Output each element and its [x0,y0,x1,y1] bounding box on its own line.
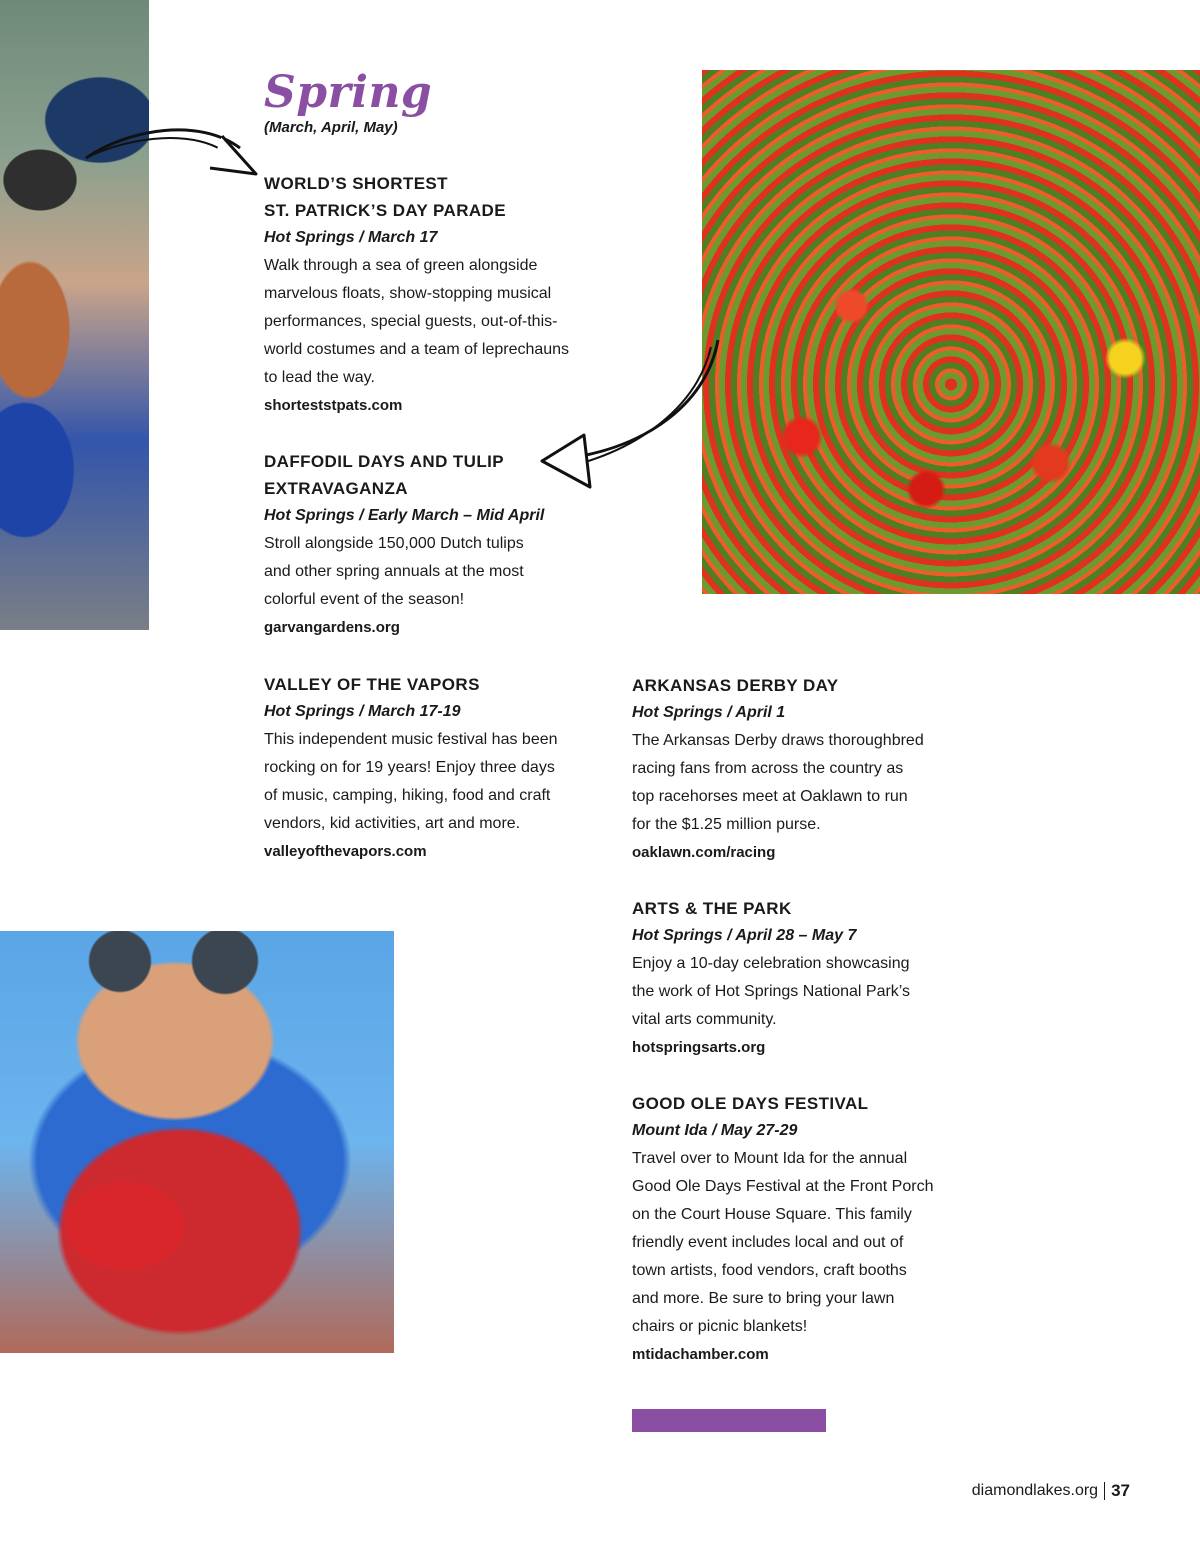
footer-divider [1104,1482,1105,1500]
event-title-line: ST. PATRICK’S DAY PARADE [264,201,506,220]
page-number: 37 [1111,1481,1130,1500]
event-goodole [632,1090,1002,1368]
child-binoculars-photo [0,931,394,1353]
event-description: Travel over to Mount Ida for the annual Good Ole Days Festival at the Front Porch on the Court House Square. This family friendly event includes local and out of town artists, food vendors, craft booths and more. Be sure to bring your lawn chairs or picnic blankets! [632,1150,934,1335]
event-website-link[interactable]: garvangardens.org [264,619,400,636]
event-vapors [264,671,614,865]
event-title: ARTS & THE PARK [632,899,792,918]
event-arts [632,895,992,1061]
event-title [264,448,644,502]
season-months: (March, April, May) [264,119,398,136]
event-website-link[interactable]: oaklawn.com/racing [632,844,776,861]
accent-bar [632,1409,826,1432]
event-description: This independent music festival has been rocking on for 19 years! Enjoy three days of music, camping, hiking, food and craft vendors, kid activities, art and more. [264,731,558,832]
event-location-date: Hot Springs / March 17-19 [264,703,461,720]
event-website-link[interactable]: mtidachamber.com [632,1346,769,1363]
event-location-date: Hot Springs / April 28 – May 7 [632,927,857,944]
event-description: The Arkansas Derby draws thoroughbred racing fans from across the country as top racehorses meet at Oaklawn to run for the $1.25 million purse. [632,732,924,833]
event-title-line: DAFFODIL DAYS AND TULIP [264,452,504,471]
event-title-line: EXTRAVAGANZA [264,479,408,498]
event-description: Stroll alongside 150,000 Dutch tulips and other spring annuals at the most colorful event of the season! [264,535,524,608]
page-footer [972,1481,1130,1501]
event-website-link[interactable]: hotspringsarts.org [632,1039,766,1056]
event-website-link[interactable]: shorteststpats.com [264,397,403,414]
event-derby [632,672,992,866]
event-website-link[interactable]: valleyofthevapors.com [264,843,427,860]
event-daffodil [264,448,644,641]
event-description: Walk through a sea of green alongside marvelous floats, show-stopping musical performances, special guests, out-of-this- world costumes and a team of leprechauns to lead the way. [264,257,570,386]
curved-arrow-right-icon [80,118,270,188]
event-title: GOOD OLE DAYS FESTIVAL [632,1094,869,1113]
parade-photo [0,0,149,630]
event-stpats [264,170,644,419]
footer-site[interactable]: diamondlakes.org [971,1482,1099,1499]
event-location-date: Hot Springs / March 17 [264,229,438,246]
event-title [264,170,644,224]
event-location-date: Hot Springs / April 1 [632,704,786,721]
event-location-date: Mount Ida / May 27-29 [632,1122,798,1139]
event-location-date: Hot Springs / Early March – Mid April [264,507,545,524]
event-title: VALLEY OF THE VAPORS [264,675,480,694]
event-title-line: WORLD’S SHORTEST [264,174,448,193]
season-title: Spring [264,67,433,118]
tulip-field-photo [702,70,1200,594]
event-title: ARKANSAS DERBY DAY [632,676,839,695]
event-description: Enjoy a 10-day celebration showcasing the work of Hot Springs National Park’s vital arts community. [632,955,911,1028]
